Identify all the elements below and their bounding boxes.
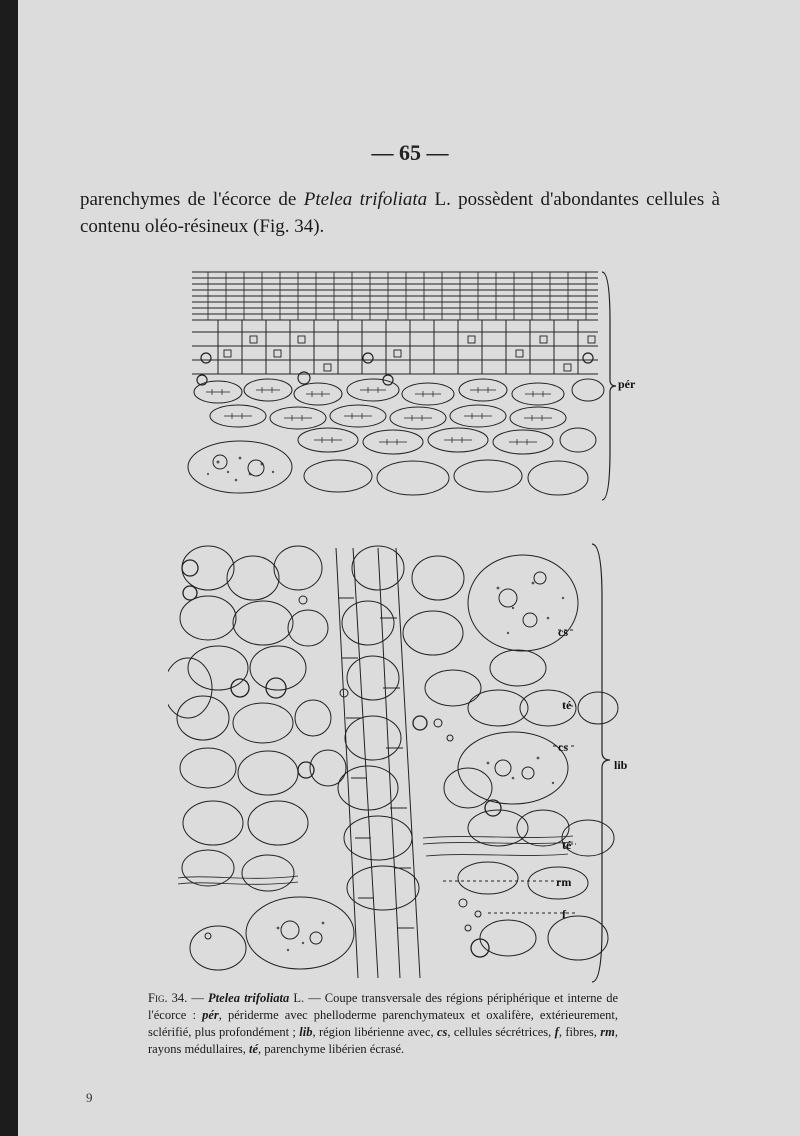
caption-text-2: , périderme avec phelloderme parenchymateux et oxalifère, extérieurement, sclérifié, plus profondément ; [148, 1008, 618, 1039]
caption-text-1: L. — Coupe transversale des régions périphérique et interne de l'écorce : [148, 991, 619, 1022]
label-te-1: té [562, 698, 572, 712]
caption-te: té [249, 1042, 259, 1056]
label-cs-2: cs [558, 740, 568, 754]
secretory-cell-top [188, 441, 292, 493]
periderm-drawing [178, 262, 638, 512]
secretory-granules [277, 582, 565, 952]
page-number: — 65 — [371, 140, 449, 165]
label-cs-1: cs [558, 625, 568, 639]
caption-text-7: , parenchyme libérien écrasé. [258, 1042, 405, 1056]
label-f: f [562, 907, 566, 921]
label-rm: rm [556, 875, 572, 889]
caption-lib: lib [299, 1025, 313, 1039]
sclerified-cells [194, 379, 604, 495]
caption-dash: — [187, 991, 209, 1005]
intro-text-2: L. possèdent d'abondantes cellules à contenu oléo-résineux (Fig. 34). [80, 189, 720, 237]
label-lib: lib [614, 758, 628, 772]
caption-text-4: , cellules sécrétrices, [447, 1025, 555, 1039]
label-te-2: té [562, 838, 572, 852]
caption-text-6: , rayons médullaires, [148, 1025, 618, 1056]
secretory-cell-3 [246, 897, 354, 969]
liber-drawing [168, 538, 638, 988]
caption-f: f [554, 1025, 559, 1039]
secretory-cell-2 [458, 732, 568, 804]
signature-mark: 9 [86, 1090, 93, 1105]
periderm-cells [188, 272, 616, 500]
medullary-ray [336, 548, 420, 978]
caption-text-5: , fibres, [558, 1025, 601, 1039]
caption-text-3: , région libérienne avec, [312, 1025, 437, 1039]
caption-species: Ptelea trifoliata [208, 991, 290, 1005]
intro-paragraph [80, 186, 720, 240]
leader-lines [443, 630, 576, 913]
label-per: pér [618, 377, 636, 391]
suber-layers [192, 272, 598, 320]
caption-per: pér [202, 1008, 219, 1022]
secretory-droplets [281, 572, 546, 944]
caption-cs: cs [436, 1025, 448, 1039]
page-sheet [18, 0, 800, 1136]
caption-fig-ref: Fig. 34. [148, 991, 188, 1005]
figure-caption [148, 990, 618, 1058]
sclerified-pits [206, 387, 552, 445]
fibres [205, 596, 481, 939]
druses-liber [182, 560, 501, 957]
parenchyma-cells [177, 546, 618, 970]
per-bracket [602, 272, 616, 500]
lib-bracket [592, 544, 610, 982]
caption-rm: rm [600, 1025, 615, 1039]
intro-text-1: parenchymes de l'écorce de [80, 189, 304, 210]
phelloderm-rows [192, 320, 598, 374]
intro-species: Ptelea trifoliata [303, 189, 428, 210]
